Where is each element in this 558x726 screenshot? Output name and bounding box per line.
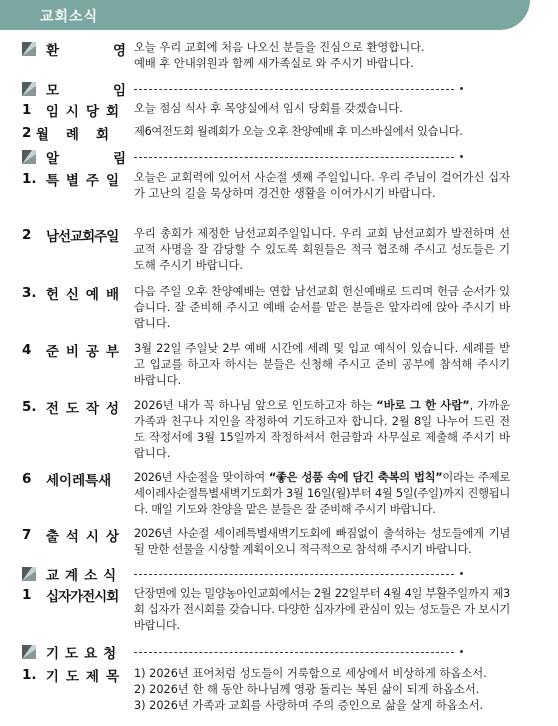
item-text: 다음 주일 오후 찬양예배는 연합 남선교회 헌신예배로 드리며 헌금 순서가 있습니다. 잘 준비해 주시고 예배 순서를 맡은 분들은 앞자리에 앉아 주시기 바랍니다. xyxy=(134,285,510,330)
bullet-flag-icon xyxy=(22,82,36,96)
notice-item-label xyxy=(22,526,126,543)
welcome-line: 오늘 우리 교회에 처음 나오신 분들을 진심으로 환영합니다. xyxy=(134,41,425,54)
item-number: 1. xyxy=(22,666,37,683)
item-text xyxy=(134,470,510,518)
item-text: 오늘 점심 식사 후 목양실에서 임시 당회를 갖겠습니다. xyxy=(134,102,403,115)
item-number: 1. xyxy=(22,170,37,187)
section-title: 교회소식 xyxy=(40,9,99,25)
item-number: 4 xyxy=(22,341,32,358)
notice-label xyxy=(22,148,126,165)
item-label: 세이레특새 xyxy=(46,472,112,489)
item-number: 7 xyxy=(22,526,32,543)
item-label: 준비공부 xyxy=(45,343,126,360)
meeting-item-label xyxy=(22,124,126,141)
item-text: 제6여전도회 월례회가 오늘 오후 찬양예배 후 미스바실에서 있습니다. xyxy=(134,125,463,138)
prayer-line: 1) 2026년 표어처럼 성도들이 거룩함으로 세상에서 비상하게 하옵소서. xyxy=(134,667,487,680)
text-emphasis: “바로 그 한 사람” xyxy=(376,399,470,412)
bullet-flag-icon xyxy=(22,150,36,164)
meeting-label-text: 모 임 xyxy=(46,82,126,99)
text-segment: , 가까운 가족과 친구나 지인을 작정하여 기도하고자 합니다. 2월 8일 나누어 드린 전도 작정서에 3월 15일까지 작정하셔서 헌금함과 사무실로 제출해 주시기 바랍니다. xyxy=(134,399,511,460)
section-header xyxy=(0,0,530,30)
item-label: 특별주일 xyxy=(45,172,126,189)
item-text: 오늘은 교회력에 있어서 사순절 셋째 주일입니다. 우리 주님이 걸어가신 십자가 고난의 길을 묵상하며 경건한 생활을 이어가시기 바랍니다. xyxy=(134,171,510,200)
bullet-flag-icon xyxy=(22,567,36,581)
item-number: 6 xyxy=(22,470,32,487)
item-text: 우리 총회가 제정한 남선교회주일입니다. 우리 교회 남선교회가 발전하며 선교적 사명을 잘 감당할 수 있도록 회원들은 적극 협조해 주시고 성도들은 기도해 주시기 바랍니다. xyxy=(134,227,510,272)
item-text xyxy=(134,398,510,462)
meeting-label xyxy=(22,80,126,97)
bullet-flag-icon xyxy=(22,645,36,659)
divider-line xyxy=(134,574,454,575)
item-number: 3. xyxy=(22,284,37,301)
bullet-flag-icon xyxy=(22,42,36,56)
item-label: 출석시상 xyxy=(45,528,126,545)
notice-item-label xyxy=(22,284,126,301)
exchange-label-text: 교계소식 xyxy=(46,567,123,584)
prayer-label-text: 기도요청 xyxy=(46,645,123,662)
notice-item-label xyxy=(22,341,126,358)
divider-dot xyxy=(460,155,463,158)
item-text: 3월 22일 주일낮 2부 예배 시간에 세례 및 입교 예식이 있습니다. 세례를 받고 입교를 하고자 하시는 분들은 신청해 주시고 준비 공부에 참석해 주시기 바랍니다. xyxy=(134,342,510,387)
item-label: 십자가전시회 xyxy=(46,588,119,605)
welcome-label xyxy=(22,40,126,57)
item-text: 단장면에 있는 밀양농아인교회에서는 2월 22일부터 4월 4일 부활주일까지 제3회 십자가 전시회를 갖습니다. 다양한 십자가에 관심이 있는 성도들은 가 보시기 바랍니다. xyxy=(134,587,510,632)
item-number: 1 xyxy=(22,586,32,603)
prayer-line: 2) 2026년 한 해 동안 하나님께 영광 돌리는 복된 삶이 되게 하옵소서. xyxy=(134,683,480,696)
text-segment: 이라는 주제로 세이레사순절특별새벽기도회가 3월 16일(월)부터 4월 5일(주일)까지 진행됩니다. 매일 기도와 찬양을 맡은 분들은 잘 준비해 주시기 바랍니다. xyxy=(134,471,510,516)
item-label: 남선교회주일 xyxy=(46,228,119,245)
exchange-label xyxy=(22,565,126,582)
divider-dot xyxy=(460,650,463,653)
prayer-label xyxy=(22,643,126,660)
item-label: 월례회 xyxy=(35,126,126,143)
text-emphasis: “좋은 성품 속에 담긴 축복의 법칙” xyxy=(268,471,443,484)
divider-line xyxy=(134,157,454,158)
item-label: 임시당회 xyxy=(45,103,126,120)
text-segment: 2026년 사순절을 맞이하여 xyxy=(134,471,269,484)
item-label: 기도제목 xyxy=(45,668,126,685)
item-number: 1 xyxy=(22,101,32,118)
item-number: 5. xyxy=(22,398,37,415)
exchange-item-label xyxy=(22,586,126,603)
item-number: 2 xyxy=(22,226,32,243)
prayer-line: 3) 2026년 가족과 교회를 사랑하며 주의 증인으로 삶을 살게 하옵소서. xyxy=(134,699,484,712)
welcome-label-text: 환 영 xyxy=(46,42,126,59)
item-text xyxy=(134,666,510,714)
notice-item-label xyxy=(22,226,126,243)
welcome-text xyxy=(134,40,510,72)
divider-dot xyxy=(460,87,463,90)
notice-label-text: 알 림 xyxy=(46,150,126,167)
notice-item-label xyxy=(22,170,126,187)
notice-item-label xyxy=(22,398,126,415)
item-label: 헌신예배 xyxy=(45,286,126,303)
welcome-line: 예배 후 안내위원과 함께 새가족실로 와 주시기 바랍니다. xyxy=(134,57,414,70)
divider-line xyxy=(134,652,454,653)
divider-dot xyxy=(460,572,463,575)
item-label: 전도작성 xyxy=(45,400,126,417)
item-text: 2026년 사순절 세이레특별새벽기도회에 빠짐없이 출석하는 성도들에게 기념될 만한 선물을 시상할 계획이오니 적극적으로 참석해 주시기 바랍니다. xyxy=(134,527,510,556)
text-segment: 2026년 내가 꼭 하나님 앞으로 인도하고자 하는 xyxy=(134,399,377,412)
divider-line xyxy=(134,89,454,90)
meeting-item-label xyxy=(22,101,126,118)
notice-item-label xyxy=(22,470,126,487)
prayer-item-label xyxy=(22,666,126,683)
item-number: 2 xyxy=(22,124,32,141)
